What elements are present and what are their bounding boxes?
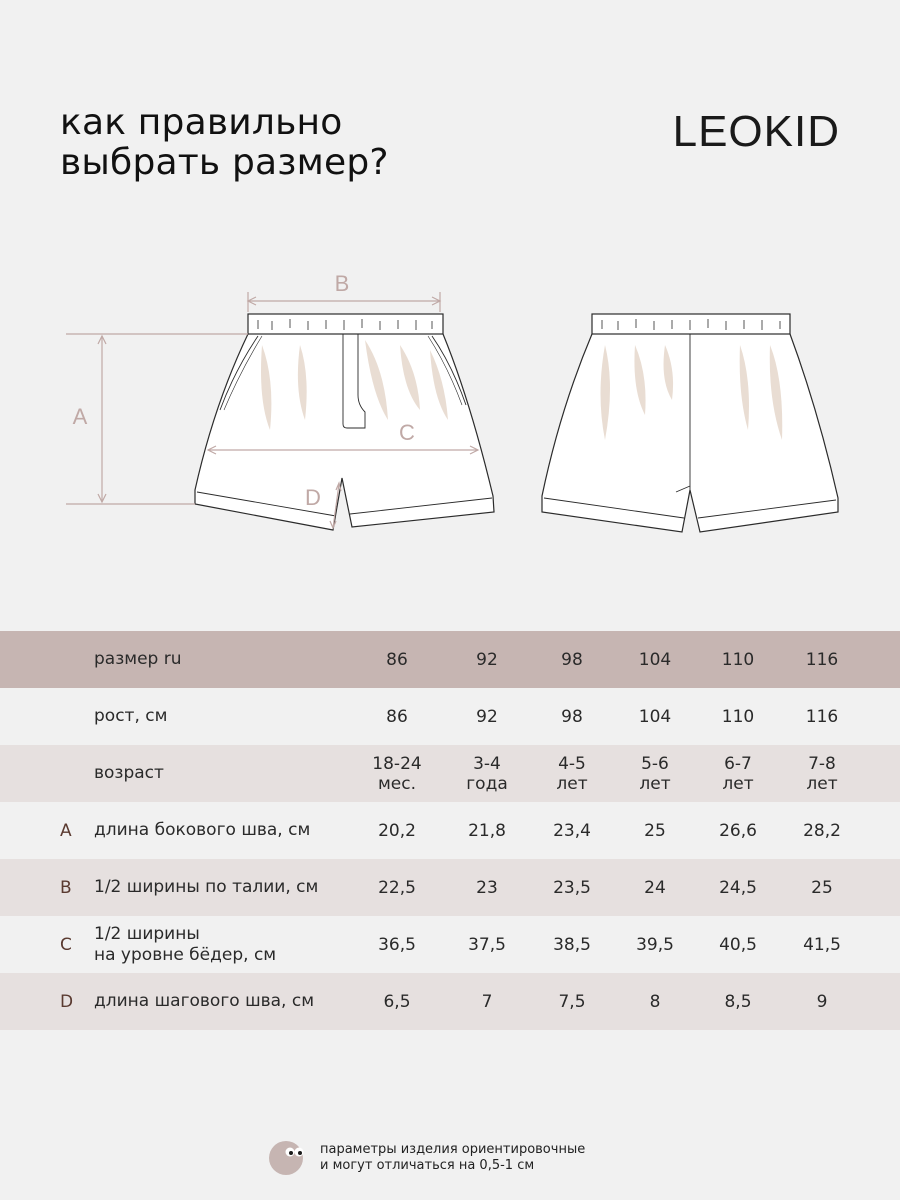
table-row	[0, 745, 900, 802]
row-label	[94, 802, 310, 859]
table-cell	[615, 745, 695, 802]
size-table	[0, 631, 900, 1030]
table-cell	[782, 916, 862, 973]
measurement-letter: B	[60, 877, 72, 898]
table-cell	[615, 916, 695, 973]
row-label-line: рост, см	[94, 706, 168, 726]
brand-logo: LEOKID	[672, 107, 840, 156]
table-cell-line: 98	[561, 706, 583, 727]
row-label	[94, 745, 164, 802]
row-label	[94, 859, 318, 916]
table-cell-line: 37,5	[468, 934, 506, 955]
table-cell-line: 23,4	[553, 820, 591, 841]
table-cell	[698, 802, 778, 859]
row-label-line: размер ru	[94, 649, 182, 669]
table-cell	[782, 802, 862, 859]
table-cell	[357, 916, 437, 973]
table-cell-line: 86	[386, 706, 408, 727]
table-cell-line: 92	[476, 649, 498, 670]
measurement-letter: C	[60, 934, 72, 955]
measurement-letter	[60, 745, 74, 802]
table-cell-line: 6,5	[383, 991, 411, 1012]
dimension-label-d: D	[305, 485, 321, 510]
table-cell-line: 7,5	[558, 991, 586, 1012]
table-cell	[782, 688, 862, 745]
table-cell	[357, 745, 437, 802]
row-label	[94, 973, 314, 1030]
table-cell	[447, 631, 527, 688]
table-row	[0, 688, 900, 745]
row-label-line: 1/2 ширины	[94, 923, 200, 944]
table-cell-line: 110	[721, 649, 755, 670]
table-cell	[357, 859, 437, 916]
table-row	[0, 802, 900, 859]
table-cell-line: 86	[386, 649, 408, 670]
table-cell-line: 5-6	[641, 753, 669, 774]
shorts-diagram	[0, 255, 900, 555]
table-cell	[532, 973, 612, 1030]
table-cell	[615, 631, 695, 688]
measurement-letter: D	[60, 991, 74, 1012]
table-cell-line: 8,5	[724, 991, 752, 1012]
table-cell	[357, 688, 437, 745]
table-cell	[357, 631, 437, 688]
table-cell-line: 4-5	[558, 753, 586, 774]
table-cell	[532, 916, 612, 973]
row-label	[94, 916, 276, 973]
table-cell-line: 24	[644, 877, 666, 898]
table-cell-line: 98	[561, 649, 583, 670]
table-cell	[447, 745, 527, 802]
table-cell	[782, 745, 862, 802]
table-cell-line: 92	[476, 706, 498, 727]
table-cell	[357, 802, 437, 859]
dimension-label-c: C	[399, 420, 415, 445]
table-cell	[357, 973, 437, 1030]
table-cell	[698, 916, 778, 973]
title-line-2: выбрать размер?	[60, 142, 389, 183]
shorts-back-view	[542, 314, 838, 532]
table-cell	[782, 859, 862, 916]
table-cell-line: года	[466, 773, 508, 794]
table-cell-line: 116	[805, 706, 839, 727]
footnote-text	[320, 1142, 585, 1174]
table-cell	[698, 973, 778, 1030]
footnote	[268, 1138, 585, 1178]
shorts-front-view	[195, 314, 494, 530]
table-cell-line: 36,5	[378, 934, 416, 955]
row-label	[94, 631, 182, 688]
measurement-letter	[60, 688, 74, 745]
table-cell-line: лет	[722, 773, 754, 794]
table-cell-line: 41,5	[803, 934, 841, 955]
mascot-icon	[268, 1140, 304, 1176]
table-cell-line: 24,5	[719, 877, 757, 898]
dimension-label-b: B	[334, 271, 350, 296]
table-cell-line: лет	[806, 773, 838, 794]
table-cell	[532, 859, 612, 916]
table-row	[0, 859, 900, 916]
table-row	[0, 916, 900, 973]
table-cell	[615, 688, 695, 745]
measurement-letter: A	[60, 820, 72, 841]
table-cell	[447, 802, 527, 859]
table-cell	[532, 745, 612, 802]
table-cell-line: 18-24	[372, 753, 422, 774]
row-label-line: 1/2 ширины по талии, см	[94, 877, 319, 897]
table-cell-line: 40,5	[719, 934, 757, 955]
table-cell-line: лет	[639, 773, 671, 794]
table-cell-line: 9	[816, 991, 828, 1012]
measurement-letter	[60, 631, 74, 688]
dimension-label-a: A	[72, 404, 88, 429]
table-cell-line: 110	[721, 706, 755, 727]
table-cell-line: 6-7	[724, 753, 752, 774]
table-cell-line: 38,5	[553, 934, 591, 955]
table-cell	[532, 631, 612, 688]
table-cell-line: 104	[638, 706, 672, 727]
table-cell	[532, 802, 612, 859]
table-cell-line: лет	[556, 773, 588, 794]
table-cell	[615, 973, 695, 1030]
table-row	[0, 631, 900, 688]
table-cell-line: 22,5	[378, 877, 416, 898]
table-cell	[615, 802, 695, 859]
table-cell	[447, 973, 527, 1030]
table-cell	[782, 631, 862, 688]
footnote-line-1: параметры изделия ориентировочные	[320, 1142, 586, 1157]
row-label-line: возраст	[94, 763, 164, 783]
table-cell	[447, 859, 527, 916]
table-cell-line: 23,5	[553, 877, 591, 898]
row-label	[94, 688, 167, 745]
table-cell-line: 3-4	[473, 753, 501, 774]
table-cell-line: 104	[638, 649, 672, 670]
table-cell	[698, 859, 778, 916]
table-cell-line: 28,2	[803, 820, 841, 841]
table-cell-line: 26,6	[719, 820, 757, 841]
table-row	[0, 973, 900, 1030]
table-cell-line: 21,8	[468, 820, 506, 841]
table-cell	[698, 688, 778, 745]
table-cell	[782, 973, 862, 1030]
row-label-line: длина шагового шва, см	[94, 991, 315, 1011]
table-cell-line: 7	[481, 991, 493, 1012]
table-cell-line: 25	[811, 877, 833, 898]
table-cell-line: 20,2	[378, 820, 416, 841]
table-cell	[447, 688, 527, 745]
table-cell-line: 25	[644, 820, 666, 841]
table-cell	[532, 688, 612, 745]
table-cell-line: 23	[476, 877, 498, 898]
table-cell-line: 39,5	[636, 934, 674, 955]
title-line-1: как правильно	[60, 102, 343, 143]
table-cell	[615, 859, 695, 916]
row-label-line: длина бокового шва, см	[94, 820, 311, 840]
table-cell-line: 7-8	[808, 753, 836, 774]
table-cell-line: 8	[649, 991, 661, 1012]
table-cell	[447, 916, 527, 973]
table-cell	[698, 631, 778, 688]
table-cell-line: 116	[805, 649, 839, 670]
table-cell-line: мес.	[377, 773, 417, 794]
row-label-line: на уровне бёдер, см	[94, 944, 277, 965]
footnote-line-2: и могут отличаться на 0,5-1 см	[320, 1158, 535, 1173]
page-title	[60, 103, 389, 183]
table-cell	[698, 745, 778, 802]
